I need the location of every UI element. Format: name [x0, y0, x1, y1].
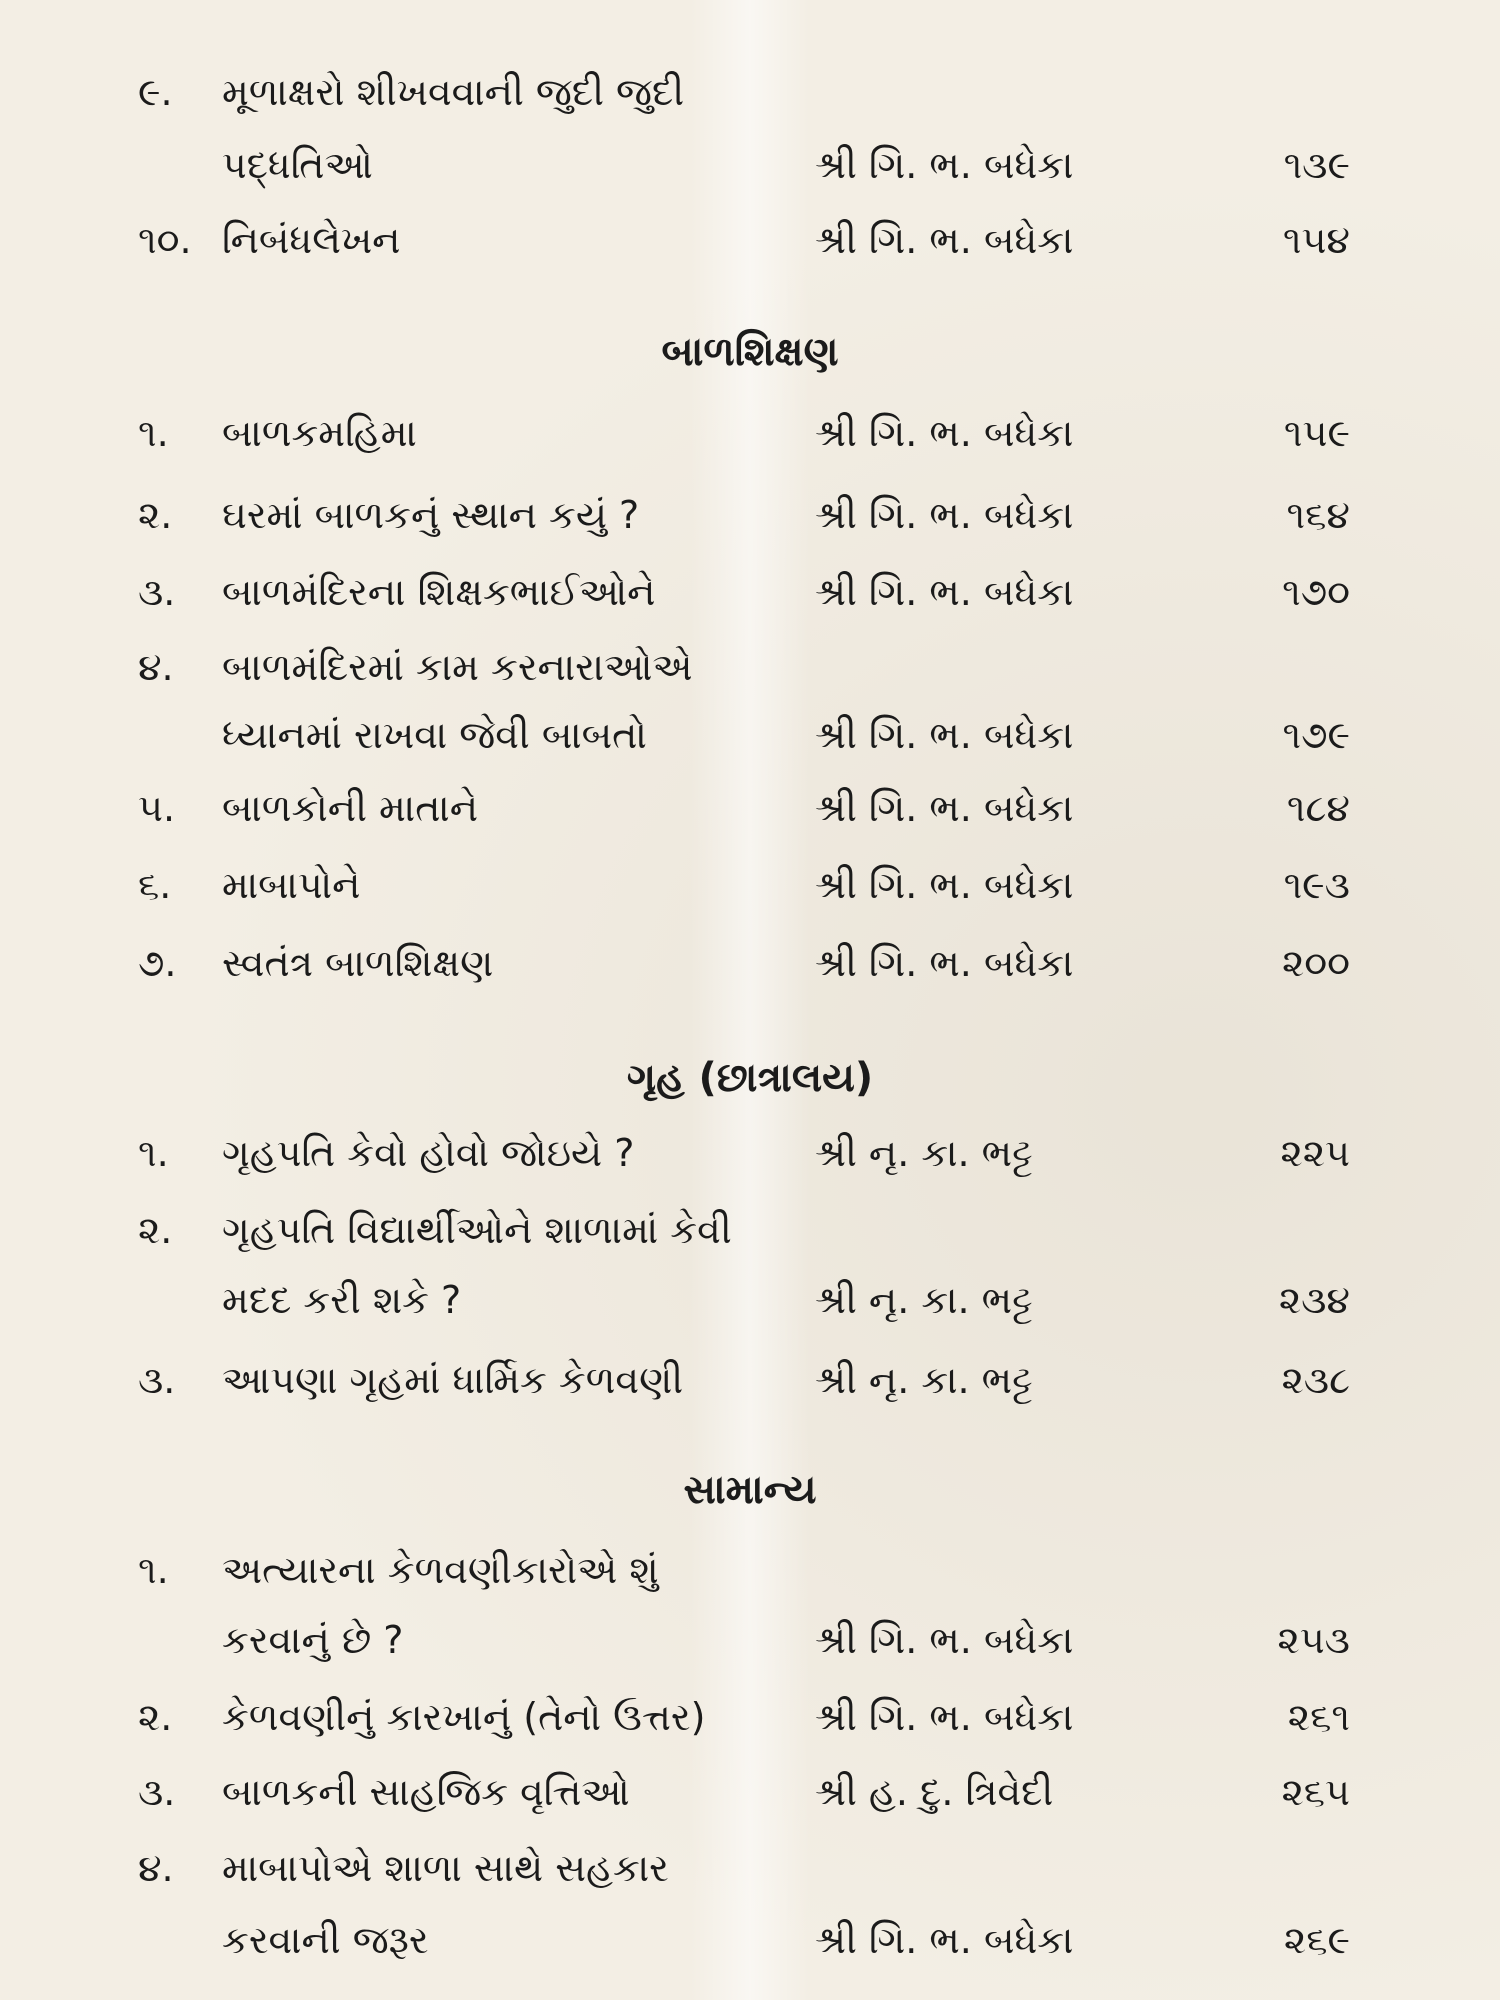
entry-author: શ્રી ગિ. ભ. બધેકા — [815, 863, 1074, 907]
entry-number: ૨. — [138, 1695, 173, 1739]
entry-author: શ્રી ગિ. ભ. બધેકા — [815, 1695, 1074, 1739]
entry-title: બાળકોની માતાને — [222, 786, 479, 830]
entry-page-number: ૧૭૦ — [1282, 570, 1350, 614]
toc-entry — [0, 1123, 1500, 1183]
toc-entry — [0, 485, 1500, 545]
toc-entry-first-line — [0, 62, 1500, 122]
entry-page-number: ૧૫૯ — [1283, 411, 1350, 455]
entry-author: શ્રી ગિ. ભ. બધેકા — [815, 570, 1074, 614]
entry-page-number: ૨૨૫ — [1280, 1131, 1350, 1175]
toc-entry-first-line — [0, 1200, 1500, 1260]
entry-page-number: ૧૩૯ — [1283, 143, 1350, 187]
entry-author: શ્રી ગિ. ભ. બધેકા — [815, 143, 1074, 187]
entry-title: બાળકની સાહજિક વૃત્તિઓ — [222, 1770, 630, 1814]
toc-entry — [0, 562, 1500, 622]
entry-title: ઘરમાં બાળકનું સ્થાન કયું ? — [222, 493, 640, 537]
entry-author: શ્રી હ. દુ. ત્રિવેદી — [815, 1770, 1054, 1814]
toc-entry — [0, 1687, 1500, 1747]
entry-number: ૯. — [138, 70, 173, 114]
entry-author: શ્રી ગિ. ભ. બધેકા — [815, 786, 1074, 830]
entry-number: ૪. — [138, 1846, 174, 1890]
entry-page-number: ૨૬૯ — [1283, 1918, 1350, 1962]
toc-entry-last-line — [0, 1910, 1500, 1970]
entry-title: આપણા ગૃહમાં ધાર્મિક કેળવણી — [222, 1358, 684, 1402]
entry-title-continued: ધ્યાનમાં રાખવા જેવી બાબતો — [222, 713, 647, 757]
entry-author: શ્રી ગિ. ભ. બધેકા — [815, 941, 1074, 985]
entry-number: ૧. — [138, 411, 169, 455]
section-heading: બાળશિક્ષણ — [661, 329, 839, 375]
entry-page-number: ૨૬૧ — [1287, 1695, 1350, 1739]
entry-number: ૫. — [138, 786, 176, 830]
entry-page-number: ૨૬૫ — [1281, 1770, 1350, 1814]
entry-page-number: ૨૩૪ — [1278, 1278, 1350, 1322]
entry-title: નિબંધલેખન — [222, 218, 401, 262]
entry-author: શ્રી નૃ. કા. ભટ્ટ — [815, 1358, 1033, 1402]
entry-title: બાળમંદિરના શિક્ષકભાઈઓને — [222, 570, 656, 614]
section-heading: સામાન્ય — [683, 1467, 817, 1513]
entry-title: બાળમંદિરમાં કામ કરનારાઓએ — [222, 645, 693, 689]
entry-number: ૧. — [138, 1548, 169, 1592]
entry-title: અત્યારના કેળવણીકારોએ શું — [222, 1548, 659, 1592]
entry-author: શ્રી ગિ. ભ. બધેકા — [815, 218, 1074, 262]
toc-entry — [0, 403, 1500, 463]
entry-number: ૨. — [138, 493, 173, 537]
entry-title: માબાપોએ શાળા સાથે સહકાર — [222, 1846, 669, 1890]
entry-author: શ્રી નૃ. કા. ભટ્ટ — [815, 1278, 1033, 1322]
toc-entry-last-line — [0, 1270, 1500, 1330]
toc-entry — [0, 778, 1500, 838]
entry-page-number: ૧૫૪ — [1282, 218, 1350, 262]
toc-entry — [0, 933, 1500, 993]
toc-entry-first-line — [0, 1838, 1500, 1898]
entry-title-continued: કરવાની જરૂર — [222, 1918, 429, 1962]
entry-number: ૪. — [138, 645, 174, 689]
toc-entry-first-line — [0, 1540, 1500, 1600]
entry-number: ૧. — [138, 1131, 169, 1175]
toc-entry — [0, 210, 1500, 270]
entry-title-continued: મદદ કરી શકે ? — [222, 1278, 462, 1322]
entry-title-continued: પદ્ધતિઓ — [222, 143, 373, 187]
toc-entry — [0, 1762, 1500, 1822]
toc-entry-last-line — [0, 135, 1500, 195]
entry-author: શ્રી ગિ. ભ. બધેકા — [815, 411, 1074, 455]
toc-entry — [0, 855, 1500, 915]
entry-title: મૂળાક્ષરો શીખવવાની જુદી જુદી — [222, 70, 685, 114]
entry-number: ૩. — [138, 1358, 176, 1402]
entry-title: માબાપોને — [222, 863, 361, 907]
entry-title: ગૃહપતિ કેવો હોવો જોઇયે ? — [222, 1131, 635, 1175]
entry-page-number: ૧૬૪ — [1286, 493, 1350, 537]
entry-author: શ્રી નૃ. કા. ભટ્ટ — [815, 1131, 1033, 1175]
entry-page-number: ૧૮૪ — [1286, 786, 1350, 830]
entry-number: ૬. — [138, 863, 172, 907]
entry-page-number: ૧૭૯ — [1282, 713, 1350, 757]
entry-title: સ્વતંત્ર બાળશિક્ષણ — [222, 941, 494, 985]
toc-entry-last-line — [0, 705, 1500, 765]
toc-entry-first-line — [0, 637, 1500, 697]
entry-page-number: ૧૯૩ — [1283, 863, 1350, 907]
entry-number: ૩. — [138, 1770, 176, 1814]
entry-author: શ્રી ગિ. ભ. બધેકા — [815, 1918, 1074, 1962]
entry-page-number: ૨૦૦ — [1281, 941, 1350, 985]
entry-number: ૩. — [138, 570, 176, 614]
section-heading: ગૃહ (છાત્રાલય) — [626, 1055, 874, 1101]
entry-author: શ્રી ગિ. ભ. બધેકા — [815, 1618, 1074, 1662]
entry-number: ૨. — [138, 1208, 173, 1252]
toc-entry-last-line — [0, 1610, 1500, 1670]
entry-page-number: ૨૫૩ — [1277, 1618, 1350, 1662]
entry-number: ૧૦. — [138, 218, 192, 262]
entry-author: શ્રી ગિ. ભ. બધેકા — [815, 493, 1074, 537]
entry-title-continued: કરવાનું છે ? — [222, 1618, 404, 1662]
entry-page-number: ૨૩૮ — [1281, 1358, 1350, 1402]
entry-title: ગૃહપતિ વિદ્યાર્થીઓને શાળામાં કેવી — [222, 1208, 732, 1252]
entry-title: બાળકમહિમા — [222, 411, 417, 455]
toc-entry — [0, 1350, 1500, 1410]
entry-title: કેળવણીનું કારખાનું (તેનો ઉત્તર) — [222, 1695, 706, 1739]
entry-author: શ્રી ગિ. ભ. બધેકા — [815, 713, 1074, 757]
entry-number: ૭. — [138, 941, 177, 985]
